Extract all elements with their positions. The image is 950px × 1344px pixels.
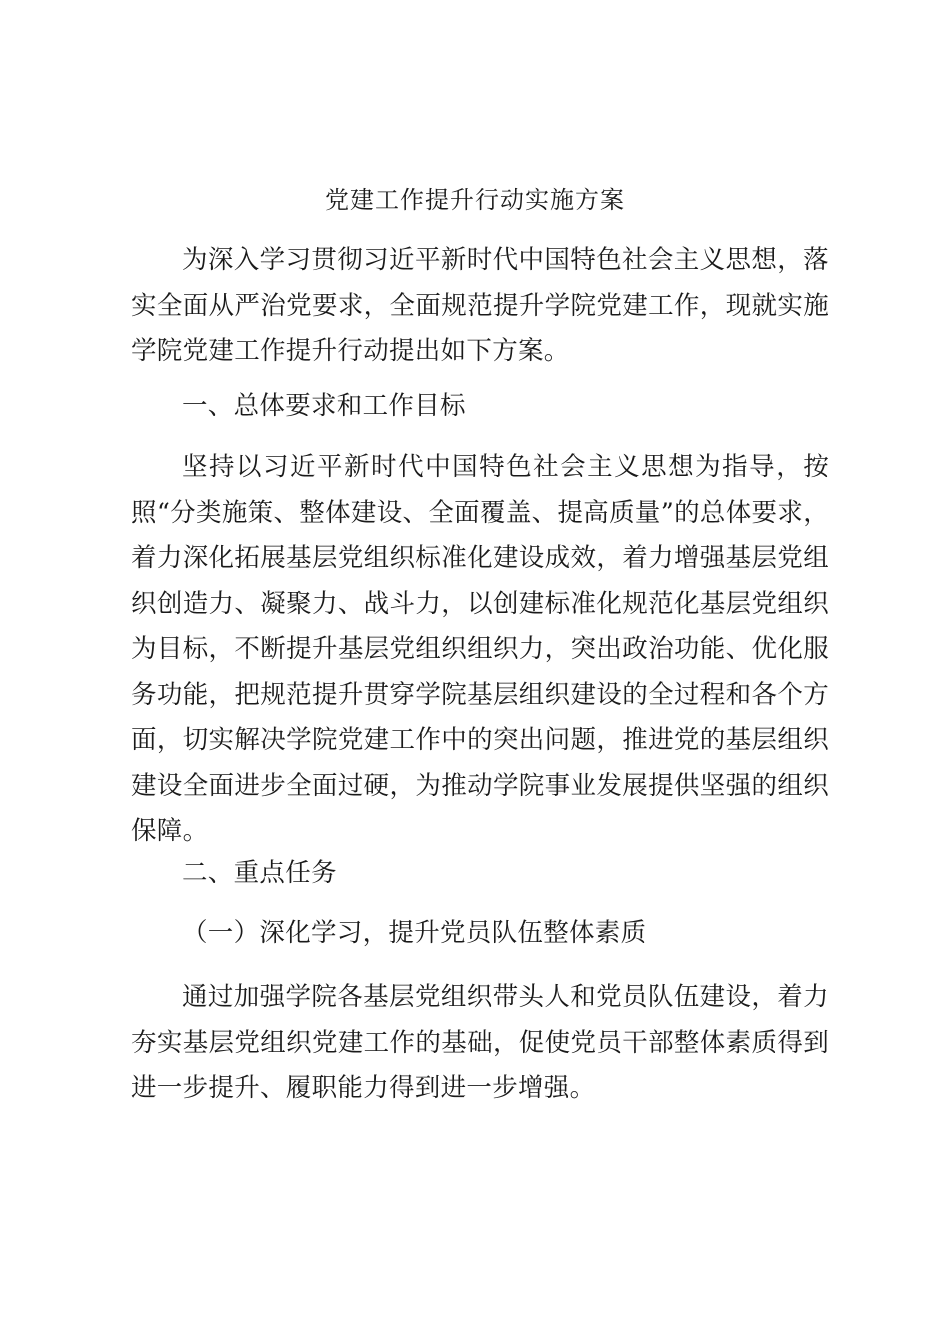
section-1-body: 坚持以习近平新时代中国特色社会主义思想为指导，按照“分类施策、整体建设、全面覆盖、提高质量”的总体要求，着力深化拓展基层党组织标准化建设成效，着力增强基层党组织创造力、凝聚力、战斗力，以创建标准化规范化基层党组织为目标，不断提升基层党组织组织力，突出政治功能、优化服务功能，把规范提升贯穿学院基层组织建设的全过程和各个方面，切实解决学院党建工作中的突出问题，推进党的基层组织建设全面进步全面过硬，为推动学院事业发展提供坚强的组织保障。 — [131, 452, 829, 846]
section-1-heading: 一、总体要求和工作目标 — [182, 391, 466, 421]
intro-paragraph: 为深入学习贯彻习近平新时代中国特色社会主义思想，落实全面从严治党要求，全面规范提升学院党建工作，现就实施学院党建工作提升行动提出如下方案。 — [131, 245, 829, 366]
document-title: 党建工作提升行动实施方案 — [325, 186, 625, 214]
subsection-1-heading: （一）深化学习，提升党员队伍整体素质 — [182, 918, 647, 948]
subsection-1-body: 通过加强学院各基层党组织带头人和党员队伍建设，着力夯实基层党组织党建工作的基础，促使党员干部整体素质得到进一步提升、履职能力得到进一步增强。 — [131, 982, 829, 1103]
section-2-heading: 二、重点任务 — [182, 858, 337, 888]
